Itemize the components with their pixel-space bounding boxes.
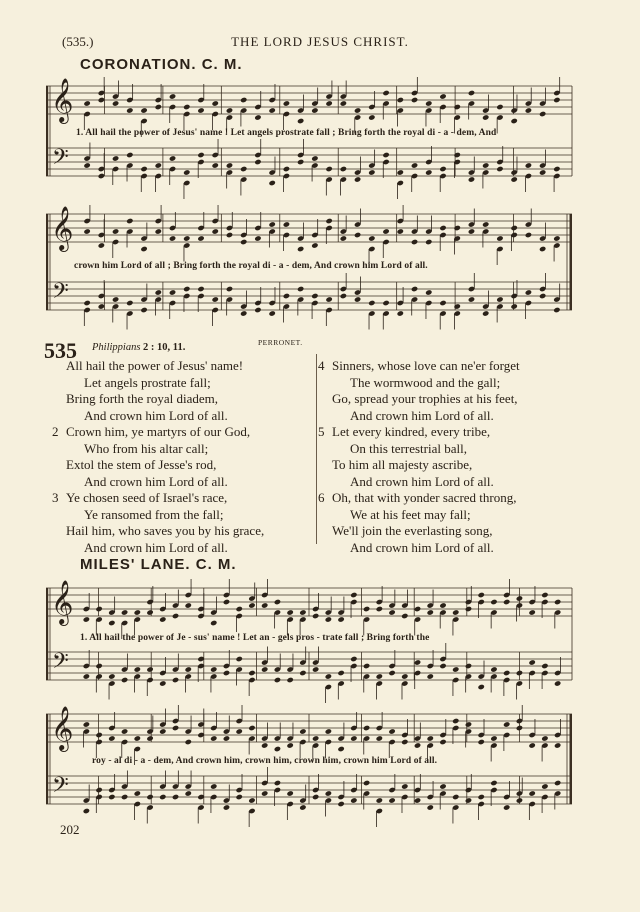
note-heads [83,273,560,330]
bass-clef-icon: 𝄢 [52,773,69,803]
hymn-number: 535 [44,338,77,363]
verse-line: 3 Ye chosen seed of Israel's race, [52,490,228,505]
verse-line: And crown him Lord of all. [84,539,228,555]
hymn-reference: (535.) [62,34,94,49]
verse-line: And crown him Lord of all. [84,407,228,423]
bass-clef-icon: 𝄢 [52,279,69,309]
column-divider [316,354,317,544]
verse-line: And crown him Lord of all. [350,473,494,489]
bass-staff [46,148,572,176]
lyric-line-coronation-1: 1. All hail the power of Jesus' name ! Let angels prostrate fall ; Bring forth the royal di - a - dem, And [76,128,497,138]
scripture-book: Philippians [92,342,141,353]
verse-line: We at his feet may fall; [350,506,471,522]
verse-line: 2 Crown him, ye martyrs of our God, [52,424,251,439]
verse-line: And crown him Lord of all. [84,473,228,489]
scripture-reference [92,342,185,353]
page-number: 202 [60,822,80,837]
verse-line: 5 Let every kindred, every tribe, [318,424,491,439]
lyric-line-miles-lane-1: 1. All hail the power of Je - sus' name ! Let an - gels pros - trate fall ; Bring forth the [80,633,430,643]
verse-line: Hail him, who saves you by his grace, [66,523,265,538]
hymn-author: PERRONET. [258,338,303,347]
tune-title-miles-lane: MILES' LANE. C. M. [80,556,237,573]
verse-line: 4 Sinners, whose love can ne'er forget [318,358,520,373]
verse-number: 5 [318,424,325,439]
verse-line: To him all majesty ascribe, [332,457,473,472]
lyric-line-miles-lane-2: roy - al di - a - dem, And crown him, crown him, crown him, crown him Lord of all. [92,756,438,766]
bass-staff [46,282,572,310]
verse-line: And crown him Lord of all. [350,539,494,555]
verse-line: Ye ransomed from the fall; [84,506,224,522]
verse-line: We'll join the everlasting song, [332,523,493,538]
scripture-verse: 2 : 10, 11. [143,342,186,353]
treble-clef-icon: 𝄞 [51,580,74,624]
bass-clef-icon: 𝄢 [52,649,69,679]
verses-right-column [318,358,520,556]
treble-clef-icon: 𝄞 [51,706,74,750]
verse-line: Bring forth the royal diadem, [66,391,218,406]
verse-line: Let angels prostrate fall; [84,374,211,390]
verse-line: And crown him Lord of all. [350,407,494,423]
tune-title-coronation: CORONATION. C. M. [80,56,243,73]
bass-clef-icon: 𝄢 [52,145,69,175]
verse-number: 4 [318,358,325,373]
verse-line: Go, spread your trophies at his feet, [332,391,518,406]
lyric-line-coronation-2: crown him Lord of all ; Bring forth the royal di - a - dem, And crown him Lord of all. [74,261,428,271]
verse-line: All hail the power of Jesus' name! [66,358,244,373]
page-header-title: THE LORD JESUS CHRIST. [231,34,409,49]
treble-clef-icon: 𝄞 [51,206,74,250]
verse-number: 3 [52,490,59,505]
verse-number: 6 [318,490,325,505]
verse-line: Who from his altar call; [84,440,209,456]
verse-line: 6 Oh, that with yonder sacred throng, [318,490,517,505]
verse-number: 2 [52,424,59,439]
verse-line: On this terrestrial ball, [350,440,467,456]
treble-staff [46,86,572,114]
verse-line: Extol the stem of Jesse's rod, [66,457,217,472]
treble-clef-icon: 𝄞 [51,78,74,122]
treble-staff [46,214,572,242]
verses-left-column [52,358,264,556]
verse-line: The wormwood and the gall; [350,374,501,390]
